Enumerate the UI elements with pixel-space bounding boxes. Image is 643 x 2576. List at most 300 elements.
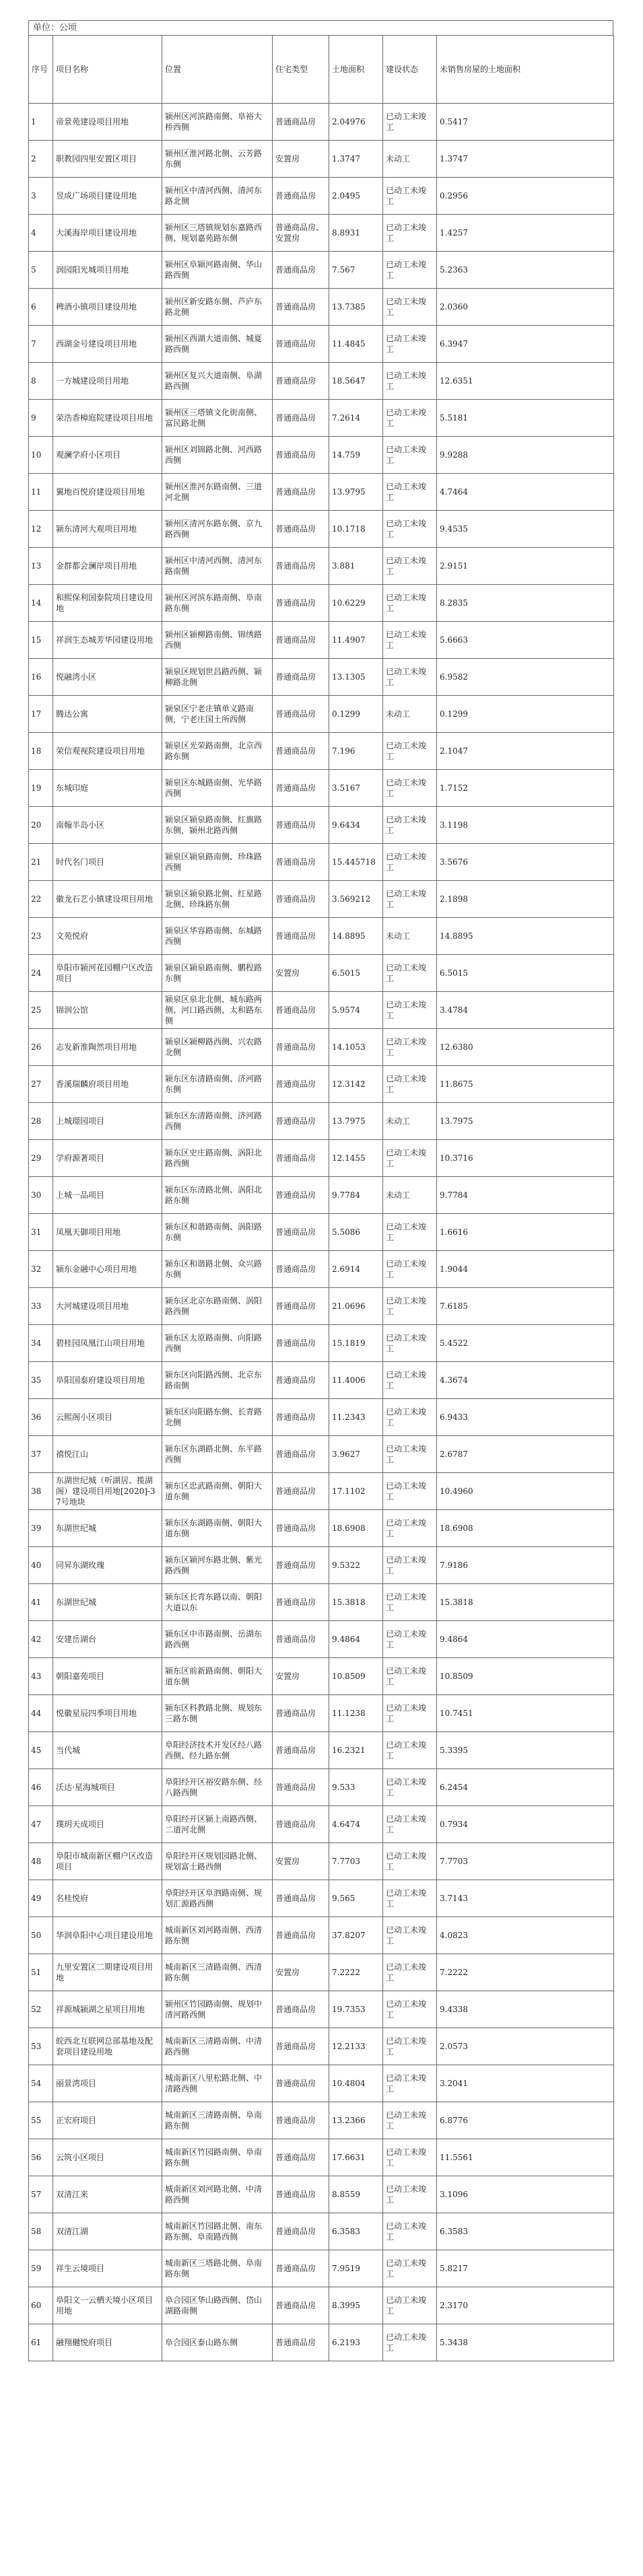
- cell-land-area: 13.2366: [329, 2102, 383, 2139]
- header-land-area: 土地面积: [329, 36, 383, 104]
- cell-location: 颍东区向阳路东侧、长青路北侧: [162, 1399, 273, 1436]
- cell-build-status: 已动工未竣工: [383, 1473, 437, 1510]
- cell-location: 颍州区颍柳路南侧、锦绣路西侧: [162, 622, 273, 659]
- table-row: [29, 696, 614, 733]
- cell-housing-type: 普通商品房: [273, 1362, 329, 1399]
- cell-location: 颍泉区东城路南侧、光华路西侧: [162, 770, 273, 807]
- cell-unsold-area: 3.7143: [437, 1880, 614, 1917]
- cell-location: 阜阳经开区规划园路北侧、规划富士路西侧: [162, 1843, 273, 1880]
- table-header-row: [29, 36, 614, 104]
- cell-build-status: 已动工未竣工: [383, 2139, 437, 2176]
- cell-housing-type: 普通商品房: [273, 918, 329, 955]
- cell-project-name: 学府源著项目: [53, 1140, 162, 1177]
- cell-project-name: 皖西北互联网总部基地及配套项目建设用地: [53, 2028, 162, 2065]
- cell-build-status: 已动工未竣工: [383, 289, 437, 326]
- cell-build-status: 已动工未竣工: [383, 511, 437, 548]
- cell-index: 38: [29, 1473, 53, 1510]
- table-row: [29, 511, 614, 548]
- cell-index: 60: [29, 2287, 53, 2324]
- cell-build-status: 已动工未竣工: [383, 2176, 437, 2213]
- cell-project-name: 融翔樾悦府项目: [53, 2324, 162, 2361]
- cell-land-area: 1.3747: [329, 141, 383, 178]
- cell-index: 12: [29, 511, 53, 548]
- cell-index: 15: [29, 622, 53, 659]
- cell-index: 10: [29, 437, 53, 474]
- header-housing-type: 住宅类型: [273, 36, 329, 104]
- table-row: [29, 955, 614, 992]
- cell-unsold-area: 6.9433: [437, 1399, 614, 1436]
- cell-location: 城南新区竹园路北侧、南东路东侧、阜南路西侧: [162, 2213, 273, 2250]
- cell-project-name: 正宏府项目: [53, 2102, 162, 2139]
- cell-build-status: 已动工未竣工: [383, 178, 437, 215]
- cell-housing-type: 普通商品房: [273, 1880, 329, 1917]
- cell-location: 城南新区刘河路北侧、中清路西侧: [162, 2176, 273, 2213]
- cell-land-area: 8.8559: [329, 2176, 383, 2213]
- cell-location: 颍东区东清路南侧、济河路西侧: [162, 1103, 273, 1140]
- cell-build-status: 已动工未竣工: [383, 2250, 437, 2287]
- cell-index: 4: [29, 215, 53, 252]
- cell-build-status: 已动工未竣工: [383, 1510, 437, 1547]
- header-location: 位置: [162, 36, 273, 104]
- cell-unsold-area: 7.9186: [437, 1547, 614, 1584]
- cell-index: 24: [29, 955, 53, 992]
- cell-index: 46: [29, 1769, 53, 1806]
- land-supply-table: [28, 35, 614, 2361]
- cell-location: 颍泉区光荣路南侧，北京西路东侧: [162, 733, 273, 770]
- cell-land-area: 7.2222: [329, 1954, 383, 1991]
- cell-location: 城南新区三清路南侧、中清路西侧: [162, 2028, 273, 2065]
- cell-location: 颍州区河滨东路南侧、阜南路东侧: [162, 585, 273, 622]
- cell-housing-type: 普通商品房: [273, 1325, 329, 1362]
- cell-housing-type: 安置房: [273, 955, 329, 992]
- cell-housing-type: 安置房: [273, 1954, 329, 1991]
- cell-index: 2: [29, 141, 53, 178]
- cell-build-status: 已动工未竣工: [383, 1991, 437, 2028]
- cell-project-name: 悦徽星辰四季项目用地: [53, 1695, 162, 1732]
- cell-location: 颍泉区颍泉路南侧、红旗路东侧，颍州北路西侧: [162, 807, 273, 844]
- cell-housing-type: 普通商品房: [273, 1806, 329, 1843]
- cell-project-name: 阜阳国泰府建设项目用地: [53, 1362, 162, 1399]
- cell-location: 颍泉区泉北北侧、城东路两侧、河口路西侧、太和路东侧: [162, 992, 273, 1029]
- cell-unsold-area: 5.8217: [437, 2250, 614, 2287]
- cell-land-area: 12.1455: [329, 1140, 383, 1177]
- table-row: [29, 289, 614, 326]
- cell-housing-type: 普通商品房: [273, 992, 329, 1029]
- cell-housing-type: 普通商品房: [273, 1732, 329, 1769]
- cell-land-area: 3.569212: [329, 881, 383, 918]
- cell-project-name: 同昇东湖玫瑰: [53, 1547, 162, 1584]
- cell-location: 阜阳经开区裕安路东侧、经八路西侧: [162, 1769, 273, 1806]
- cell-project-name: 华润阜阳中心项目建设用地: [53, 1917, 162, 1954]
- cell-index: 32: [29, 1251, 53, 1288]
- cell-unsold-area: 2.1047: [437, 733, 614, 770]
- cell-project-name: 腾达公寓: [53, 696, 162, 733]
- cell-unsold-area: 13.7975: [437, 1103, 614, 1140]
- cell-land-area: 9.5322: [329, 1547, 383, 1584]
- cell-housing-type: 普通商品房: [273, 1473, 329, 1510]
- cell-location: 颍东区和谐路北侧、众兴路东侧: [162, 1251, 273, 1288]
- cell-build-status: 已动工未竣工: [383, 1621, 437, 1658]
- cell-housing-type: 普通商品房: [273, 1510, 329, 1547]
- cell-location: 颍东区北京东路南侧、涡阳路西侧: [162, 1288, 273, 1325]
- cell-housing-type: 普通商品房: [273, 252, 329, 289]
- cell-project-name: 南翰半岛小区: [53, 807, 162, 844]
- cell-index: 48: [29, 1843, 53, 1880]
- cell-unsold-area: 9.4864: [437, 1621, 614, 1658]
- cell-housing-type: 普通商品房: [273, 1991, 329, 2028]
- cell-project-name: 当代城: [53, 1732, 162, 1769]
- cell-build-status: 已动工未竣工: [383, 659, 437, 696]
- cell-land-area: 5.9574: [329, 992, 383, 1029]
- cell-housing-type: 安置房: [273, 141, 329, 178]
- cell-unsold-area: 5.4522: [437, 1325, 614, 1362]
- cell-land-area: 16.2321: [329, 1732, 383, 1769]
- cell-index: 1: [29, 104, 53, 141]
- cell-build-status: 已动工未竣工: [383, 2324, 437, 2361]
- cell-index: 33: [29, 1288, 53, 1325]
- cell-unsold-area: 10.8509: [437, 1658, 614, 1695]
- cell-location: 城南新区竹园路南侧、阜南路东侧: [162, 2139, 273, 2176]
- cell-project-name: 大溪海岸项目建设用地: [53, 215, 162, 252]
- cell-land-area: 2.6914: [329, 1251, 383, 1288]
- cell-project-name: 禧悦江山: [53, 1436, 162, 1473]
- cell-location: 颍东区前新路南侧、朝阳大道东侧: [162, 1658, 273, 1695]
- cell-unsold-area: 2.0360: [437, 289, 614, 326]
- table-row: [29, 1399, 614, 1436]
- header-index: 序号: [29, 36, 53, 104]
- cell-location: 颍东区中市路南侧、岳湖东路西侧: [162, 1621, 273, 1658]
- cell-unsold-area: 6.2454: [437, 1769, 614, 1806]
- cell-location: 颍东区科教路北侧、规划东三路东侧: [162, 1695, 273, 1732]
- cell-index: 8: [29, 363, 53, 400]
- table-row: [29, 1140, 614, 1177]
- cell-unsold-area: 4.0823: [437, 1917, 614, 1954]
- cell-build-status: 未动工: [383, 918, 437, 955]
- cell-housing-type: 普通商品房: [273, 548, 329, 585]
- cell-project-name: 丽景湾项目: [53, 2065, 162, 2102]
- cell-build-status: 已动工未竣工: [383, 1029, 437, 1066]
- cell-index: 30: [29, 1177, 53, 1214]
- cell-land-area: 14.8895: [329, 918, 383, 955]
- cell-index: 56: [29, 2139, 53, 2176]
- cell-index: 54: [29, 2065, 53, 2102]
- table-row: [29, 2213, 614, 2250]
- cell-project-name: 名桂悦府: [53, 1880, 162, 1917]
- cell-land-area: 4.6474: [329, 1806, 383, 1843]
- header-build-status: 建设状态: [383, 36, 437, 104]
- cell-land-area: 6.2193: [329, 2324, 383, 2361]
- cell-index: 55: [29, 2102, 53, 2139]
- cell-project-name: 东城印庭: [53, 770, 162, 807]
- cell-location: 颍州区三塔镇规划东嘉路西侧、规划嘉苑路东侧: [162, 215, 273, 252]
- cell-index: 9: [29, 400, 53, 437]
- cell-index: 28: [29, 1103, 53, 1140]
- cell-unsold-area: 15.3818: [437, 1584, 614, 1621]
- cell-housing-type: 普通商品房: [273, 1288, 329, 1325]
- cell-index: 13: [29, 548, 53, 585]
- cell-unsold-area: 4.3674: [437, 1362, 614, 1399]
- cell-unsold-area: 2.3170: [437, 2287, 614, 2324]
- cell-location: 颍州区西湖大道南侧、城夏路西侧: [162, 326, 273, 363]
- cell-location: 颍州区刘锦路北侧、河西路西侧: [162, 437, 273, 474]
- cell-build-status: 未动工: [383, 1103, 437, 1140]
- cell-project-name: 阜阳市城南新区棚户区改造项目: [53, 1843, 162, 1880]
- cell-project-name: 东湖世纪城（听湖居、揽湖阁）建设项目用地[2020]-37号地块: [53, 1473, 162, 1510]
- cell-housing-type: 普通商品房: [273, 2250, 329, 2287]
- cell-land-area: 7.2614: [329, 400, 383, 437]
- cell-unsold-area: 8.2835: [437, 585, 614, 622]
- table-row: [29, 1436, 614, 1473]
- cell-build-status: 已动工未竣工: [383, 400, 437, 437]
- cell-housing-type: 普通商品房: [273, 770, 329, 807]
- unit-label: 单位：公顷: [28, 20, 613, 35]
- cell-index: 22: [29, 881, 53, 918]
- cell-unsold-area: 3.4784: [437, 992, 614, 1029]
- cell-location: 颍州区中清河西侧、清河东路北侧: [162, 178, 273, 215]
- cell-project-name: 东湖世纪城: [53, 1584, 162, 1621]
- table-row: [29, 474, 614, 511]
- cell-project-name: 职教园四里安置区项目: [53, 141, 162, 178]
- table-row: [29, 1066, 614, 1103]
- table-row: [29, 1288, 614, 1325]
- table-row: [29, 1510, 614, 1547]
- cell-housing-type: 普通商品房: [273, 2213, 329, 2250]
- cell-index: 50: [29, 1917, 53, 1954]
- cell-build-status: 已动工未竣工: [383, 1399, 437, 1436]
- cell-unsold-area: 7.6185: [437, 1288, 614, 1325]
- cell-unsold-area: 18.6908: [437, 1510, 614, 1547]
- cell-location: 颍州区阜颍河路南侧、华山路西侧: [162, 252, 273, 289]
- cell-project-name: 碧桂园凤凰江山项目用地: [53, 1325, 162, 1362]
- cell-build-status: 已动工未竣工: [383, 1436, 437, 1473]
- cell-location: 颍州区复兴大道南侧、阜湖路西侧: [162, 363, 273, 400]
- cell-unsold-area: 7.7703: [437, 1843, 614, 1880]
- cell-land-area: 12.2133: [329, 2028, 383, 2065]
- cell-project-name: 颍东金融中心项目用地: [53, 1251, 162, 1288]
- cell-land-area: 10.1718: [329, 511, 383, 548]
- cell-unsold-area: 5.2363: [437, 252, 614, 289]
- cell-project-name: 稗酒小镇项目建设用地: [53, 289, 162, 326]
- cell-build-status: 已动工未竣工: [383, 2287, 437, 2324]
- table-row: [29, 844, 614, 881]
- cell-housing-type: 普通商品房: [273, 1769, 329, 1806]
- cell-land-area: 12.3142: [329, 1066, 383, 1103]
- cell-land-area: 14.1053: [329, 1029, 383, 1066]
- cell-index: 41: [29, 1584, 53, 1621]
- cell-unsold-area: 11.8675: [437, 1066, 614, 1103]
- header-project-name: 项目名称: [53, 36, 162, 104]
- cell-index: 26: [29, 1029, 53, 1066]
- table-row: [29, 992, 614, 1029]
- table-row: [29, 2250, 614, 2287]
- cell-housing-type: 普通商品房: [273, 1695, 329, 1732]
- cell-project-name: 金群都会澜岸项目用地: [53, 548, 162, 585]
- cell-unsold-area: 3.1198: [437, 807, 614, 844]
- table-row: [29, 437, 614, 474]
- cell-project-name: 观澜学府小区项目: [53, 437, 162, 474]
- cell-project-name: 帝景苑建设项目用地: [53, 104, 162, 141]
- cell-land-area: 10.6229: [329, 585, 383, 622]
- table-row: [29, 770, 614, 807]
- cell-build-status: 已动工未竣工: [383, 2065, 437, 2102]
- cell-land-area: 13.7385: [329, 289, 383, 326]
- cell-unsold-area: 10.7451: [437, 1695, 614, 1732]
- cell-land-area: 2.0495: [329, 178, 383, 215]
- cell-build-status: 已动工未竣工: [383, 2213, 437, 2250]
- cell-unsold-area: 2.9151: [437, 548, 614, 585]
- cell-housing-type: 普通商品房: [273, 2028, 329, 2065]
- cell-location: 颍泉区颍泉路南侧、鹏程路东侧: [162, 955, 273, 992]
- cell-land-area: 15.3818: [329, 1584, 383, 1621]
- cell-housing-type: 普通商品房: [273, 400, 329, 437]
- cell-project-name: 云熙阁小区项目: [53, 1399, 162, 1436]
- table-row: [29, 659, 614, 696]
- cell-project-name: 双清江来: [53, 2176, 162, 2213]
- cell-build-status: 未动工: [383, 1177, 437, 1214]
- cell-index: 39: [29, 1510, 53, 1547]
- cell-project-name: 荣信观视院建设项目用地: [53, 733, 162, 770]
- cell-housing-type: 安置房: [273, 1658, 329, 1695]
- cell-unsold-area: 1.7152: [437, 770, 614, 807]
- cell-land-area: 18.5647: [329, 363, 383, 400]
- cell-housing-type: 普通商品房: [273, 2065, 329, 2102]
- cell-housing-type: 普通商品房: [273, 622, 329, 659]
- cell-land-area: 3.9627: [329, 1436, 383, 1473]
- cell-project-name: 昱成广场项目建设用地: [53, 178, 162, 215]
- table-row: [29, 1843, 614, 1880]
- cell-housing-type: 普通商品房: [273, 2102, 329, 2139]
- cell-land-area: 11.4907: [329, 622, 383, 659]
- cell-unsold-area: 0.5417: [437, 104, 614, 141]
- cell-index: 47: [29, 1806, 53, 1843]
- cell-location: 颍泉区颍柳路西侧、兴农路北侧: [162, 1029, 273, 1066]
- cell-unsold-area: 9.4535: [437, 511, 614, 548]
- cell-unsold-area: 0.2956: [437, 178, 614, 215]
- cell-project-name: 阜阳市颍河花园棚户区改造项目: [53, 955, 162, 992]
- cell-housing-type: 普通商品房: [273, 696, 329, 733]
- cell-unsold-area: 11.5561: [437, 2139, 614, 2176]
- cell-build-status: 已动工未竣工: [383, 1843, 437, 1880]
- cell-unsold-area: 0.7934: [437, 1806, 614, 1843]
- cell-project-name: 一方城建设项目用地: [53, 363, 162, 400]
- cell-index: 6: [29, 289, 53, 326]
- cell-land-area: 3.881: [329, 548, 383, 585]
- cell-location: 颍东区长青东路以南、朝阳大道以东: [162, 1584, 273, 1621]
- cell-index: 23: [29, 918, 53, 955]
- cell-build-status: 已动工未竣工: [383, 252, 437, 289]
- cell-land-area: 13.9795: [329, 474, 383, 511]
- table-row: [29, 585, 614, 622]
- table-row: [29, 918, 614, 955]
- cell-housing-type: 普通商品房: [273, 1621, 329, 1658]
- cell-unsold-area: 9.4338: [437, 1991, 614, 2028]
- cell-build-status: 已动工未竣工: [383, 1917, 437, 1954]
- cell-index: 31: [29, 1214, 53, 1251]
- cell-project-name: 祥润生态城芳华园建设用地: [53, 622, 162, 659]
- table-row: [29, 1547, 614, 1584]
- cell-project-name: 大河城建设项目用地: [53, 1288, 162, 1325]
- cell-land-area: 37.8207: [329, 1917, 383, 1954]
- table-row: [29, 733, 614, 770]
- cell-unsold-area: 6.3583: [437, 2213, 614, 2250]
- cell-land-area: 11.4006: [329, 1362, 383, 1399]
- cell-build-status: 未动工: [383, 696, 437, 733]
- cell-index: 44: [29, 1695, 53, 1732]
- table-row: [29, 548, 614, 585]
- cell-build-status: 已动工未竣工: [383, 1214, 437, 1251]
- cell-housing-type: 普通商品房: [273, 363, 329, 400]
- table-row: [29, 1473, 614, 1510]
- cell-land-area: 7.9519: [329, 2250, 383, 2287]
- cell-location: 颍州区淮河路北侧、云芳路东侧: [162, 141, 273, 178]
- cell-index: 52: [29, 1991, 53, 2028]
- cell-housing-type: 普通商品房: [273, 474, 329, 511]
- cell-project-name: 悦融湾小区: [53, 659, 162, 696]
- cell-land-area: 17.6631: [329, 2139, 383, 2176]
- cell-project-name: 双清江湖: [53, 2213, 162, 2250]
- cell-build-status: 已动工未竣工: [383, 1288, 437, 1325]
- cell-housing-type: 普通商品房、安置房: [273, 215, 329, 252]
- table-row: [29, 2287, 614, 2324]
- cell-unsold-area: 14.8895: [437, 918, 614, 955]
- cell-unsold-area: 2.6787: [437, 1436, 614, 1473]
- cell-build-status: 未动工: [383, 141, 437, 178]
- cell-housing-type: 普通商品房: [273, 1436, 329, 1473]
- cell-land-area: 9.6434: [329, 807, 383, 844]
- cell-land-area: 5.5086: [329, 1214, 383, 1251]
- cell-index: 34: [29, 1325, 53, 1362]
- table-row: [29, 1732, 614, 1769]
- table-row: [29, 1214, 614, 1251]
- cell-unsold-area: 3.5676: [437, 844, 614, 881]
- cell-housing-type: 普通商品房: [273, 881, 329, 918]
- cell-project-name: 祥生云境项目: [53, 2250, 162, 2287]
- cell-land-area: 7.567: [329, 252, 383, 289]
- cell-housing-type: 普通商品房: [273, 511, 329, 548]
- cell-build-status: 已动工未竣工: [383, 2102, 437, 2139]
- cell-build-status: 已动工未竣工: [383, 881, 437, 918]
- cell-index: 42: [29, 1621, 53, 1658]
- cell-location: 颍州区河滨路南侧、阜裕大桥西侧: [162, 104, 273, 141]
- cell-unsold-area: 6.5015: [437, 955, 614, 992]
- cell-unsold-area: 1.3747: [437, 141, 614, 178]
- cell-housing-type: 普通商品房: [273, 1251, 329, 1288]
- cell-housing-type: 普通商品房: [273, 1917, 329, 1954]
- cell-unsold-area: 9.7784: [437, 1177, 614, 1214]
- cell-housing-type: 普通商品房: [273, 2324, 329, 2361]
- cell-location: 颍泉区规划世昌路西侧、颍柳路北侧: [162, 659, 273, 696]
- table-row: [29, 1769, 614, 1806]
- cell-land-area: 7.7703: [329, 1843, 383, 1880]
- cell-project-name: 翼地百悦府建设项目用地: [53, 474, 162, 511]
- cell-project-name: 志发新淮陶然项目用地: [53, 1029, 162, 1066]
- table-row: [29, 1806, 614, 1843]
- table-row: [29, 400, 614, 437]
- cell-project-name: 祥源城颍湖之星项目用地: [53, 1991, 162, 2028]
- table-row: [29, 326, 614, 363]
- cell-project-name: 安建岳湖台: [53, 1621, 162, 1658]
- cell-build-status: 已动工未竣工: [383, 844, 437, 881]
- cell-land-area: 11.1238: [329, 1695, 383, 1732]
- cell-land-area: 11.2343: [329, 1399, 383, 1436]
- cell-land-area: 14.759: [329, 437, 383, 474]
- cell-location: 阜合园区泰山路东侧: [162, 2324, 273, 2361]
- cell-housing-type: 普通商品房: [273, 326, 329, 363]
- cell-location: 阜阳经济技术开发区经八路西侧、经九路东侧: [162, 1732, 273, 1769]
- cell-build-status: 已动工未竣工: [383, 807, 437, 844]
- cell-index: 53: [29, 2028, 53, 2065]
- cell-housing-type: 普通商品房: [273, 733, 329, 770]
